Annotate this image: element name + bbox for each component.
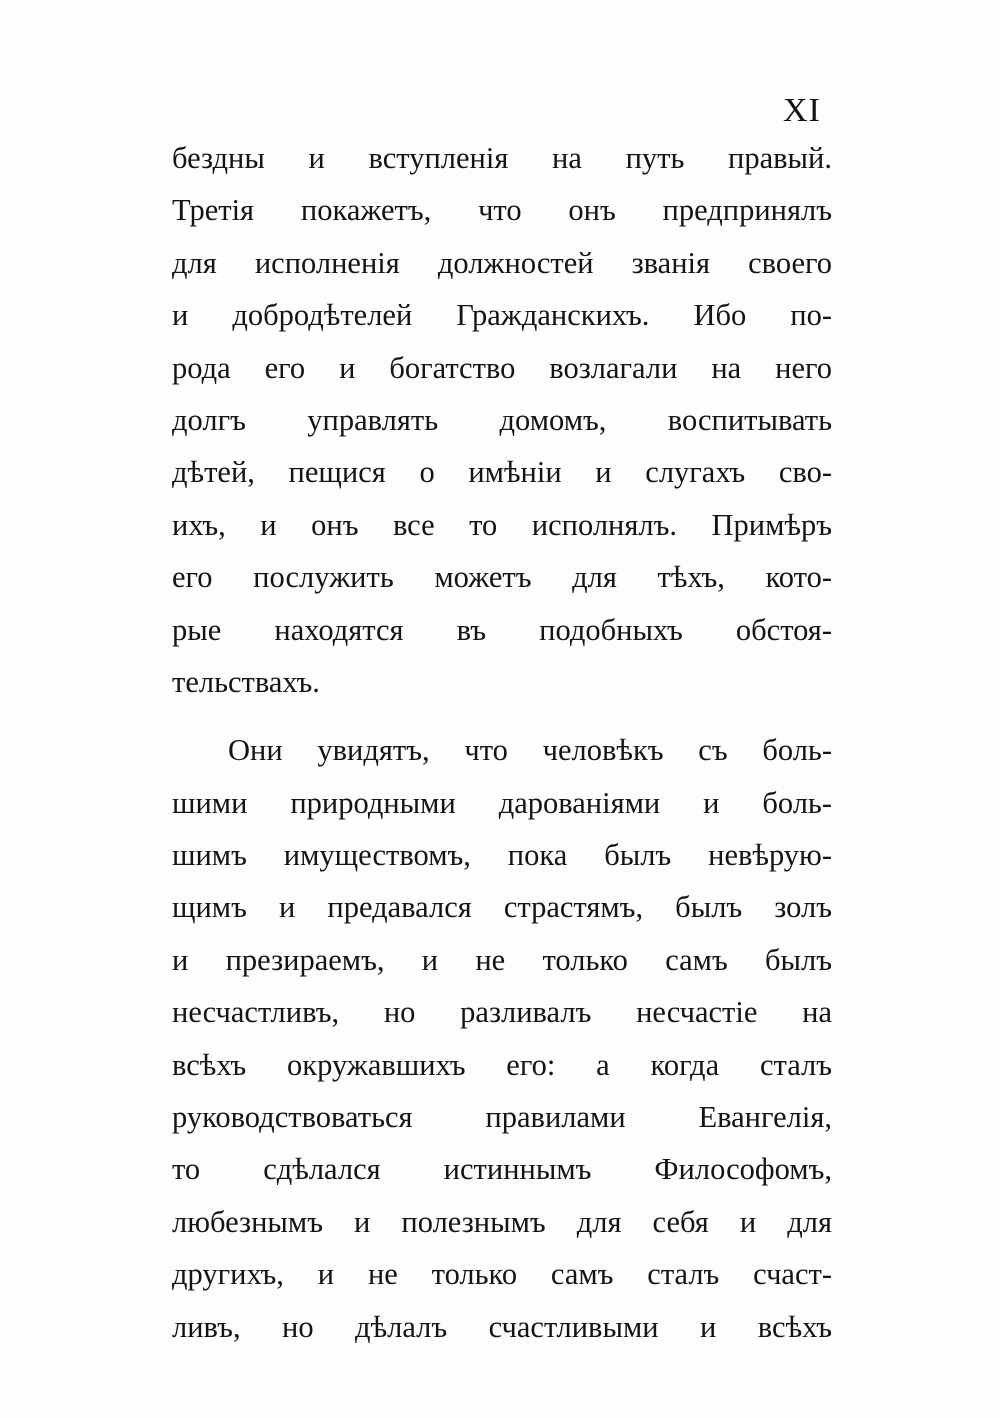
text-line: дѣтей, пещися о имѣніи и слугахъ сво- xyxy=(172,455,832,490)
text-line: несчастливъ, но разливалъ несчастіе на xyxy=(172,995,832,1030)
text-line: рода его и богатство возлагали на него xyxy=(172,350,832,385)
text-line: рые находятся въ подобныхъ обстоя- xyxy=(172,612,832,647)
text-line: и добродѣтелей Гражданскихъ. Ибо по- xyxy=(172,298,832,333)
paragraph-1 xyxy=(172,132,832,708)
text-line: Они увидятъ, что человѣкъ съ боль- xyxy=(228,733,832,768)
text-line: тельствахъ. xyxy=(172,664,320,699)
text-line: то сдѣлался истиннымъ Философомъ, xyxy=(172,1152,832,1187)
text-line: шими природными дарованіями и боль- xyxy=(172,785,832,820)
text-line: долгъ управлять домомъ, воспитывать xyxy=(172,402,832,437)
page-text xyxy=(172,132,832,1353)
text-line: любезнымъ и полезнымъ для себя и для xyxy=(172,1204,832,1239)
text-line: ихъ, и онъ все то исполнялъ. Примѣръ xyxy=(172,507,832,542)
text-line: для исполненія должностей званія своего xyxy=(172,245,832,280)
text-line: его послужить можетъ для тѣхъ, кото- xyxy=(172,560,832,595)
text-line: Третія покажетъ, что онъ предпринялъ xyxy=(172,193,832,228)
paragraph-2 xyxy=(172,724,832,1353)
text-line: шимъ имуществомъ, пока былъ невѣрую- xyxy=(172,838,832,873)
paragraph-gap xyxy=(172,708,832,724)
text-line: и презираемъ, и не только самъ былъ xyxy=(172,942,832,977)
text-line: ливъ, но дѣлалъ счастливыми и всѣхъ xyxy=(172,1309,832,1344)
page-number: XI xyxy=(783,92,821,129)
text-line: другихъ, и не только самъ сталъ счаст- xyxy=(172,1257,832,1292)
text-line: всѣхъ окружавшихъ его: а когда сталъ xyxy=(172,1047,832,1082)
text-line: щимъ и предавался страстямъ, былъ золъ xyxy=(172,890,832,925)
text-line: руководствоваться правилами Евангелія, xyxy=(172,1100,832,1135)
text-line: бездны и вступленія на путь правый. xyxy=(172,141,832,175)
